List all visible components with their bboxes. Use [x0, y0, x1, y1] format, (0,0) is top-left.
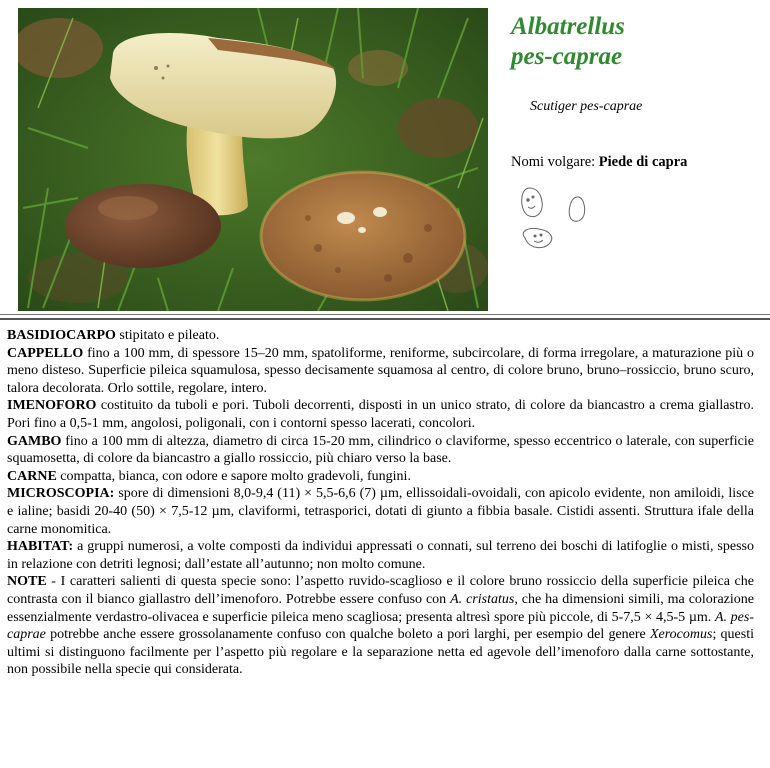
common-name: Piede di capra — [598, 154, 688, 170]
synonym: Scutiger pes-caprae — [530, 99, 643, 114]
species-name: pes-caprae — [511, 43, 623, 70]
section-basidiocarpo: BASIDIOCARPO stipitato e pileato. — [7, 328, 220, 343]
spore-drawings — [515, 183, 595, 255]
common-name-line — [511, 153, 687, 171]
genus-name: Albatrellus — [511, 13, 625, 40]
section-note: NOTE - I caratteri salienti di questa specie sono: l’aspetto ruvido-scaglioso e il colore bruno rossiccio della superficie pileica che contrasta con il bianco giallastro dell’imenoforo. Potrebbe essere confuso con A. cristatus, che ha dimensioni simili, ma colorazione essenzialmente verdastro-olivacea e superficie pileica meno scagliosa; presenta altresì spore più piccole, di 5-7,5 × 4,5-5 µm. A. pes-caprae potrebbe anche essere grossolanamente confuso con qualche boleto a pori larghi, per esempio del genere Xerocomus; questi ultimi si distinguono facilmente per l’aspetto più regolare e la separazione netta ed agevole dell’imenoforo dalla carne sottostante, non possibile nella specie qui considerata. — [7, 574, 754, 678]
section-carne: CARNE compatta, bianca, con odore e sapore molto gradevoli, fungini. — [7, 468, 411, 484]
separator-line — [0, 314, 770, 315]
section-habitat: HABITAT: a gruppi numerosi, a volte composti da individui appressati o connati, sul terreno dei boschi di latifoglie o misti, spesso in relazione con detriti legnosi; dall’estate all’autunno; non molto comune. — [7, 539, 754, 572]
spore-drawing-1 — [522, 188, 543, 217]
species-title — [511, 12, 761, 72]
section-imenoforo: IMENOFORO costituito da tuboli e pori. Tuboli decorrenti, disposti in un unico strato, di colore da biancastro a crema giallastro. Pori fino a 0,5-1 mm, angolosi, poligonali, con i contorni spesso lacerati, concolori. — [7, 398, 754, 431]
section-cappello: CAPPELLO fino a 100 mm, di spessore 15–20 mm, spatoliforme, reniforme, subcircolare, di forma irregolare, a maturazione più o meno disteso. Superficie pileica squamulosa, spesso decisamente squamosa al centro, di colore bruno, bruno–rossiccio, bruno scuro, talora decolorata. Orlo sottile, regolare, intero. — [7, 345, 754, 396]
mushroom-photo — [18, 8, 488, 311]
section-microscopia: MICROSCOPIA: spore di dimensioni 8,0-9,4 (11) × 5,5-6,6 (7) µm, ellissoidali-ovoidali, con apicolo evidente, non amiloidi, lisce e ialine; basidi 20-40 (50) × 7,5-12 µm, claviformi, tetrasporici, dotati di giunto a fibbia basale. Cistidi assenti. Struttura ifale della carne monomitica. — [7, 486, 754, 537]
section-gambo: GAMBO fino a 100 mm di altezza, diametro di circa 15-20 mm, cilindrico o claviforme, spesso eccentrico o laterale, con superficie squamosetta, di colore da biancastro a giallo rossiccio, più chiaro verso la base. — [7, 433, 754, 467]
description — [7, 327, 754, 679]
common-name-label: Nomi volgare: — [511, 154, 596, 170]
separator-line-thick — [0, 318, 770, 320]
spore-drawing-2 — [569, 197, 584, 221]
spore-drawing-3 — [523, 228, 552, 247]
